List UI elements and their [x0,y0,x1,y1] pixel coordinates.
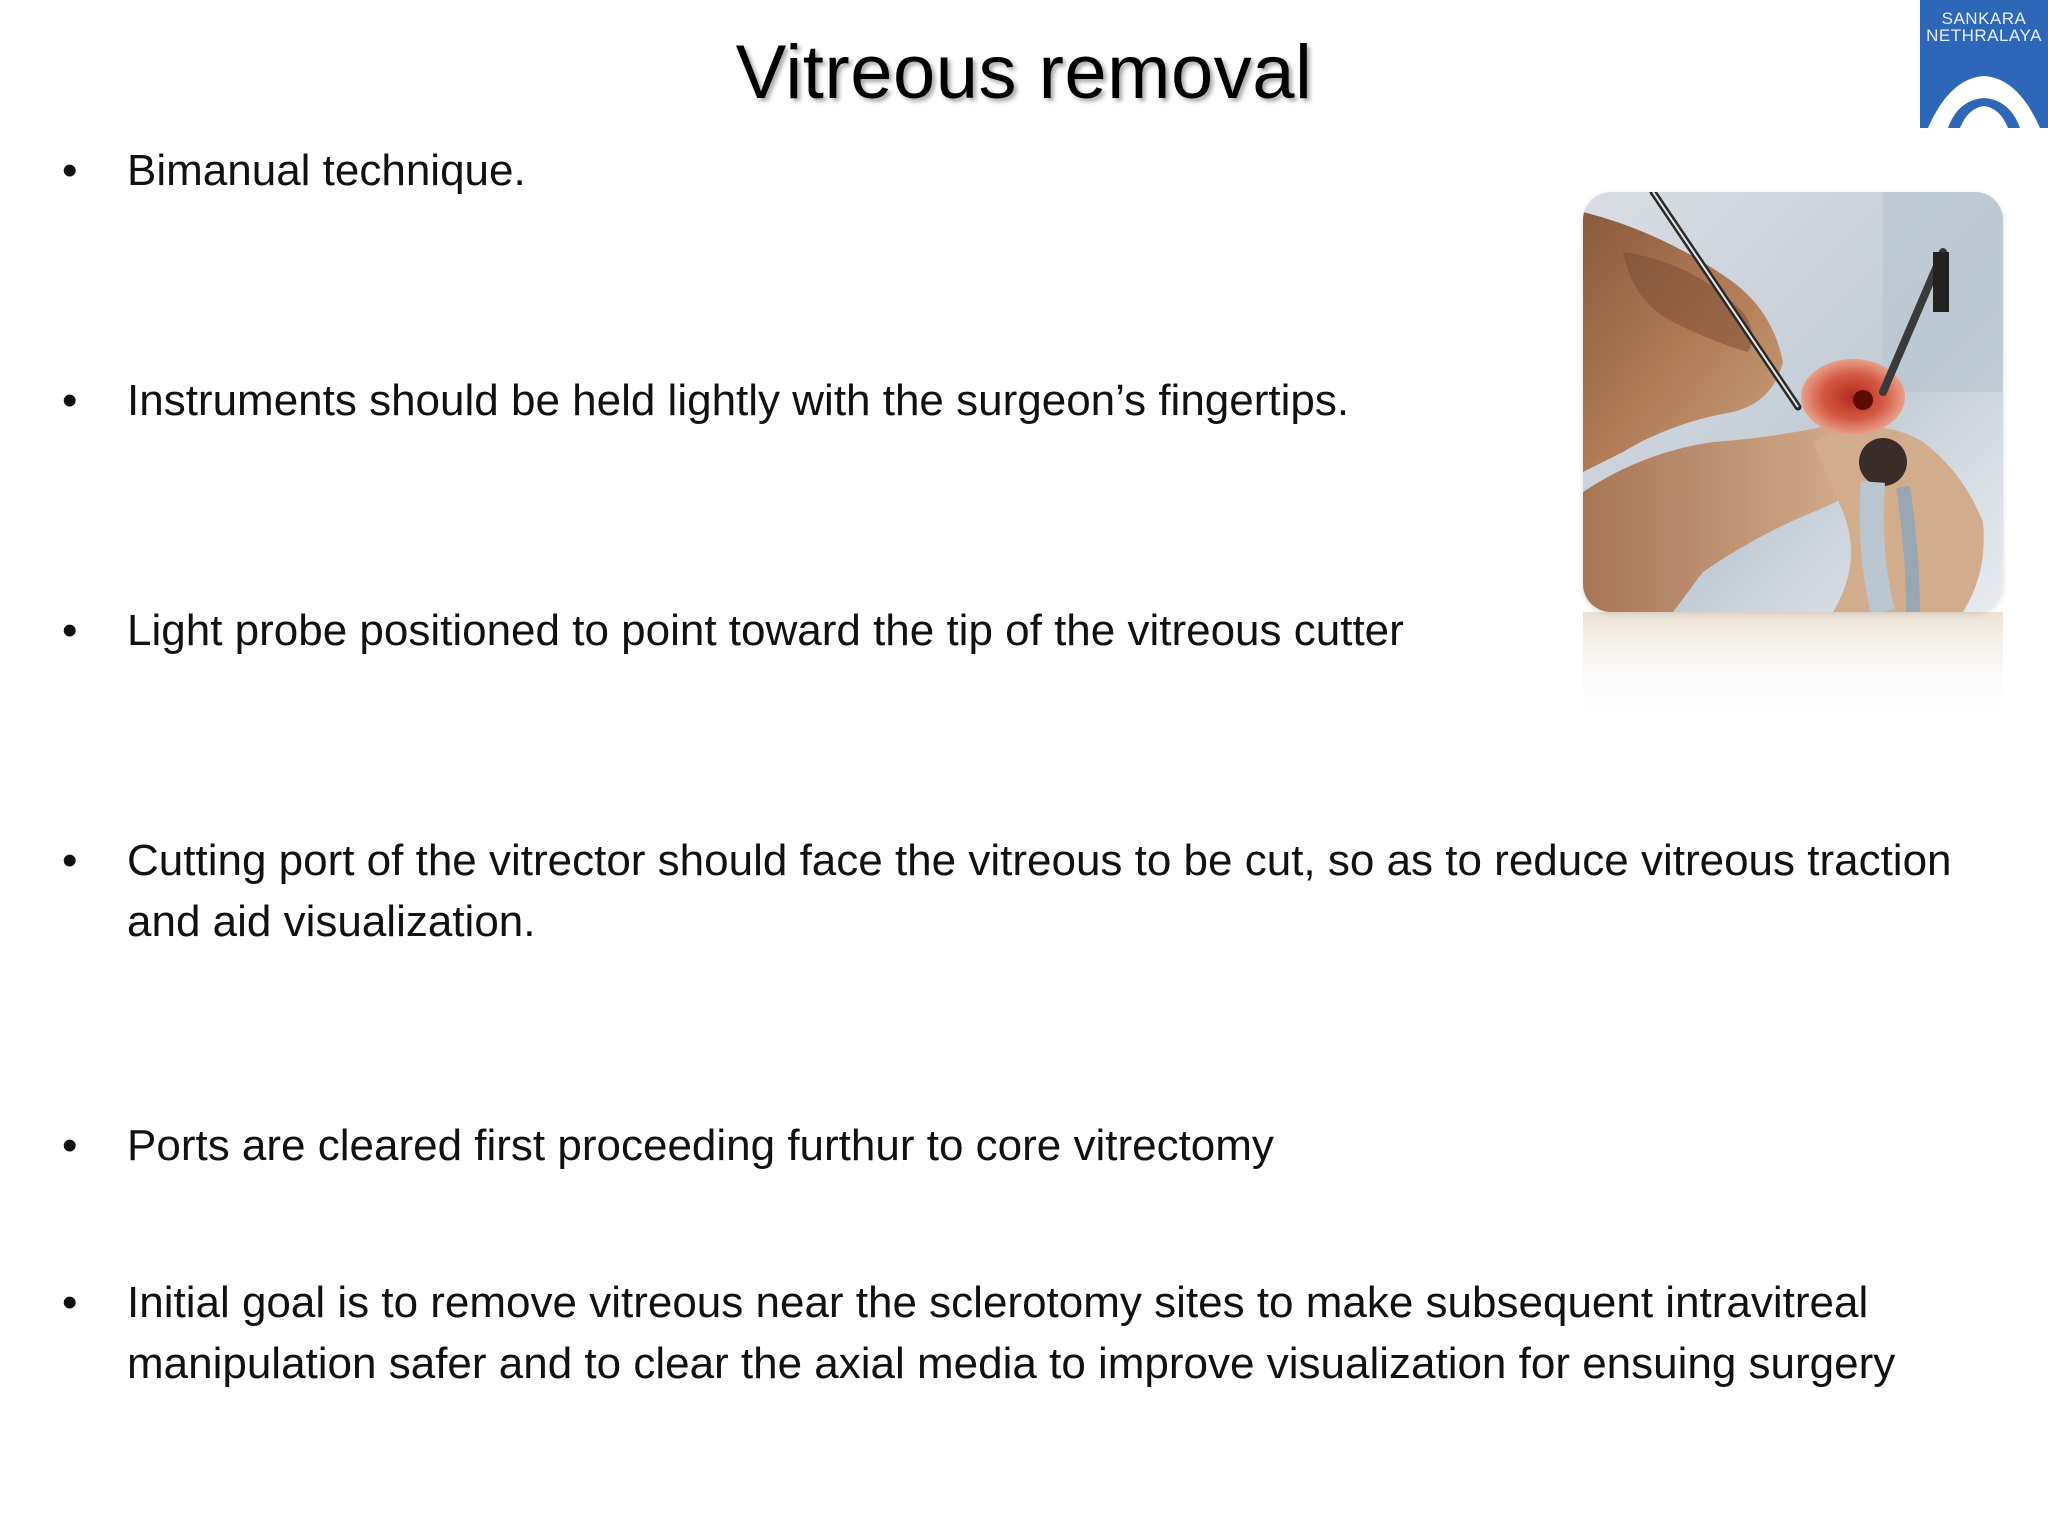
bullet-dot: • [62,836,78,885]
bullet-text: Bimanual technique. [127,146,526,195]
bullet-dot: • [62,376,78,425]
surgery-photo [1583,192,2003,612]
bullet-text: Cutting port of the vitrector should face the vitreous to be cut, so as to reduce vitreous traction and aid visualization. [127,836,1952,946]
logo-line-1: SANKARA [1941,9,2027,28]
bullet-dot: • [62,606,78,655]
bullet-dot: • [62,1121,78,1170]
logo-line-2: NETHRALAYA [1926,26,2042,45]
bullet-text: Ports are cleared first proceeding furthur to core vitrectomy [127,1121,1274,1170]
bullet-text: Instruments should be held lightly with the surgeon’s fingertips. [127,376,1350,425]
bullet-dot: • [62,1278,78,1327]
eye-emblem-icon [1920,38,2048,128]
bullet-text: Initial goal is to remove vitreous near the sclerotomy sites to make subsequent intravitreal manipulation safer and to clear the axial media to improve visualization for ensuing surgery [127,1278,1896,1388]
photo-reflection [1583,612,2003,722]
bullet-text: Light probe positioned to point toward the tip of the vitreous cutter [127,606,1404,655]
bullet-dot: • [62,146,78,195]
sankara-nethralaya-logo [1920,0,2048,128]
slide-title: Vitreous removal [735,30,1313,115]
surgery-photo-illustration [1583,192,2003,612]
